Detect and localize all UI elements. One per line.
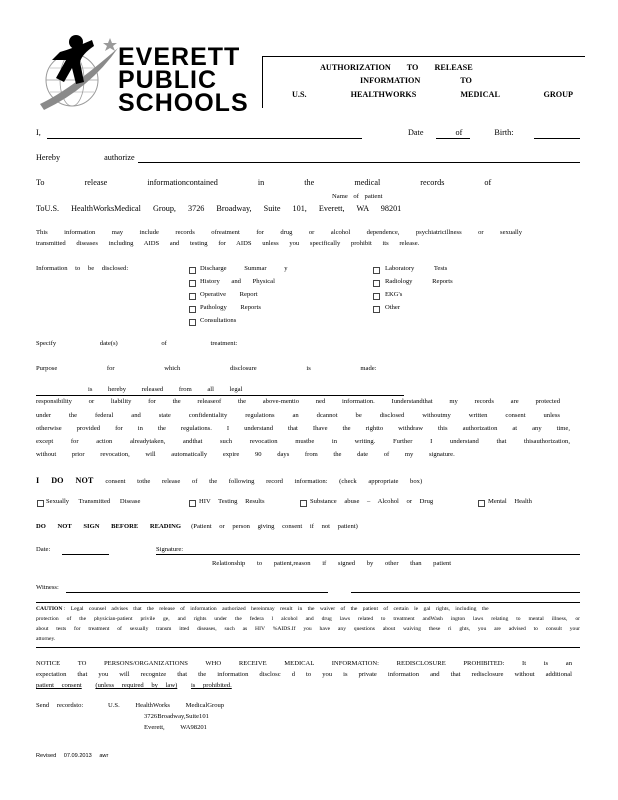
option-operative: Operative Report bbox=[200, 291, 258, 298]
redisclosure-unless: (unless required by law) bbox=[95, 682, 178, 689]
option-pathology: Pathology Reports bbox=[200, 304, 261, 311]
witness-label: Witness: bbox=[36, 584, 59, 591]
checkbox-substance[interactable] bbox=[300, 500, 307, 507]
send-to-line-2: 3726Broadway,Suite101 bbox=[144, 713, 209, 720]
treatment-dates-label: Specify date(s) of treatment: bbox=[36, 340, 238, 347]
consent-option-substance: Substance abuse – Alcohol or Drug bbox=[310, 498, 434, 505]
signature-input-line[interactable] bbox=[156, 554, 580, 555]
option-laboratory: Laboratory Tests bbox=[385, 265, 448, 272]
option-discharge: Discharge Summar y bbox=[200, 265, 288, 272]
logo-line-everett: EVERETT bbox=[118, 43, 241, 71]
consent-option-hiv: HIV Testing Results bbox=[199, 498, 265, 505]
name-label: I, bbox=[36, 128, 41, 137]
dob-label: Date of Birth: bbox=[408, 128, 514, 137]
consent-option-std: Sexually Transmitted Disease bbox=[46, 498, 141, 505]
option-history: History and Physical bbox=[200, 278, 275, 285]
release-label: To release informationcontained in the medical records of bbox=[36, 178, 492, 187]
sign-warning bbox=[36, 521, 358, 532]
signature-label: Signature: bbox=[156, 546, 184, 553]
send-to-line-1: U.S. HealthWorks MedicalGroup bbox=[108, 702, 225, 709]
logo-line-public: PUBLIC bbox=[118, 66, 218, 94]
caution-label: CAUTION bbox=[36, 606, 63, 612]
release-para-line-4: otherwise provided for in the regulations. I understand that Ihave the rightto withdraw this authorization at any time, bbox=[36, 425, 570, 432]
notice-alcohol-line-2: transmitted diseases including AIDS and testing for AIDS unless you specifically prohibit its release. bbox=[36, 240, 420, 247]
caution-bottom-rule bbox=[36, 647, 580, 648]
option-ekg: EKG's bbox=[385, 291, 403, 298]
send-to-line-3: Everett, WA98201 bbox=[144, 724, 207, 731]
disclosure-label: Information to be disclosed: bbox=[36, 265, 129, 272]
date-label: Date: bbox=[36, 546, 51, 553]
checkbox-std[interactable] bbox=[37, 500, 44, 507]
authorize-label: Hereby authorize bbox=[36, 153, 135, 162]
title-line-2: INFORMATION TO bbox=[360, 76, 472, 85]
redisclosure-line-2: expectation that you will recognize that the information disclosc d to you is private information and that redisclosure without additional bbox=[36, 671, 572, 678]
checkbox-other[interactable] bbox=[373, 306, 380, 313]
redisclosure-prohibited: is prohibited. bbox=[190, 682, 232, 689]
caution-line-4: attorney. bbox=[36, 636, 56, 642]
witness-second-line[interactable] bbox=[351, 592, 580, 593]
to-address: ToU.S. HealthWorksMedical Group, 3726 Broadway, Suite 101, Everett, WA 98201 bbox=[36, 204, 402, 213]
redisclosure-line-1: NOTICE TO PERSONS/ORGANIZATIONS WHO RECEIVE MEDICAL INFORMATION: REDISCLOSURE PROHIBITED: It is an bbox=[36, 660, 572, 667]
caution-top-rule bbox=[36, 602, 580, 603]
option-consultations: Consultations bbox=[200, 317, 237, 324]
checkbox-discharge[interactable] bbox=[189, 267, 196, 274]
name-input-line[interactable] bbox=[47, 138, 362, 139]
logo bbox=[30, 30, 249, 120]
dob-input-line[interactable] bbox=[534, 138, 580, 139]
title-line-1: AUTHORIZATION TO RELEASE bbox=[320, 63, 473, 72]
release-underline bbox=[36, 395, 404, 396]
option-radiology: Radiology Reports bbox=[385, 278, 453, 285]
consent-do-not: I DO NOT bbox=[36, 476, 94, 485]
sign-warning-rest: (Patient or person giving consent if not patient) bbox=[191, 523, 358, 530]
patient-caption: Name of patient bbox=[332, 193, 383, 200]
checkbox-history[interactable] bbox=[189, 280, 196, 287]
checkbox-operative[interactable] bbox=[189, 293, 196, 300]
caution-line-2: protection of the physician-patient privile ge, and rights under the federa l alcohol and drug laws related to treatment andWash ington laws relating to mental illness, or bbox=[36, 616, 580, 622]
relationship-caption: Relationship to patient,reason if signed by other than patient bbox=[212, 560, 452, 567]
send-to-label: Send recordsto: bbox=[36, 702, 84, 709]
option-other: Other bbox=[385, 304, 401, 311]
consent-rest: consent tothe release of the following record information: (check appropriate box) bbox=[105, 478, 423, 485]
sign-warning-bold: DO NOT SIGN BEFORE READING bbox=[36, 523, 182, 530]
notice-alcohol-line-1: This information may include records ofreatment for drug or alcohol dependence, psychiatricillness or sexually bbox=[36, 229, 522, 236]
release-para-line-6: without prior revocation, will automatically expire 90 days from the date of my signature. bbox=[36, 451, 455, 458]
purpose-label: Purpose for which disclosure is made: bbox=[36, 365, 377, 372]
caution-line-3: about tests for treatment of sexually transm itted diseases, such as HIV %AIDS.If you have any questions about waiving these ri ghts, you are advised to consult your bbox=[36, 626, 580, 632]
caution-text-1: : Legal counsel advises that the release of information authorized hereinmay result in the waiver of the patient of certain le gal rights, including the bbox=[63, 606, 489, 612]
witness-input-line[interactable] bbox=[66, 592, 328, 593]
release-para-line-1: is hereby released from all legal bbox=[88, 386, 243, 393]
logo-line-schools: SCHOOLS bbox=[118, 89, 249, 117]
checkbox-hiv[interactable] bbox=[189, 500, 196, 507]
checkbox-radiology[interactable] bbox=[373, 280, 380, 287]
checkbox-pathology[interactable] bbox=[189, 306, 196, 313]
checkbox-consultations[interactable] bbox=[189, 319, 196, 326]
release-para-line-3: under the federal and state confidentiality regulations an dcannot be disclosed withoutmy written consent unless bbox=[36, 412, 560, 419]
release-para-line-2: responsibility or liability for the releaseof the above-mentio ned information. Iunderstandthat my records are protected bbox=[36, 398, 560, 405]
checkbox-laboratory[interactable] bbox=[373, 267, 380, 274]
checkbox-ekg[interactable] bbox=[373, 293, 380, 300]
authorize-input-line[interactable] bbox=[138, 162, 580, 163]
caution-line-1 bbox=[36, 605, 580, 614]
logo-figure-icon bbox=[30, 30, 125, 118]
redisclosure-patient-consent: patient consent bbox=[36, 682, 82, 689]
release-para-line-5: except for action alreadytaken, andthat such revocation mustbe in writing. Further I understand that thisauthorization, bbox=[36, 438, 570, 445]
revised-footer: Revised 07.09.2013 awr bbox=[36, 753, 109, 759]
redisclosure-line-3 bbox=[36, 682, 232, 691]
consent-line bbox=[36, 476, 422, 487]
checkbox-mental[interactable] bbox=[478, 500, 485, 507]
consent-option-mental: Mental Health bbox=[488, 498, 532, 505]
date-input-line[interactable] bbox=[436, 138, 470, 139]
sign-date-input-line[interactable] bbox=[62, 554, 109, 555]
title-line-3: U.S. HEALTHWORKS MEDICAL GROUP bbox=[292, 90, 574, 99]
